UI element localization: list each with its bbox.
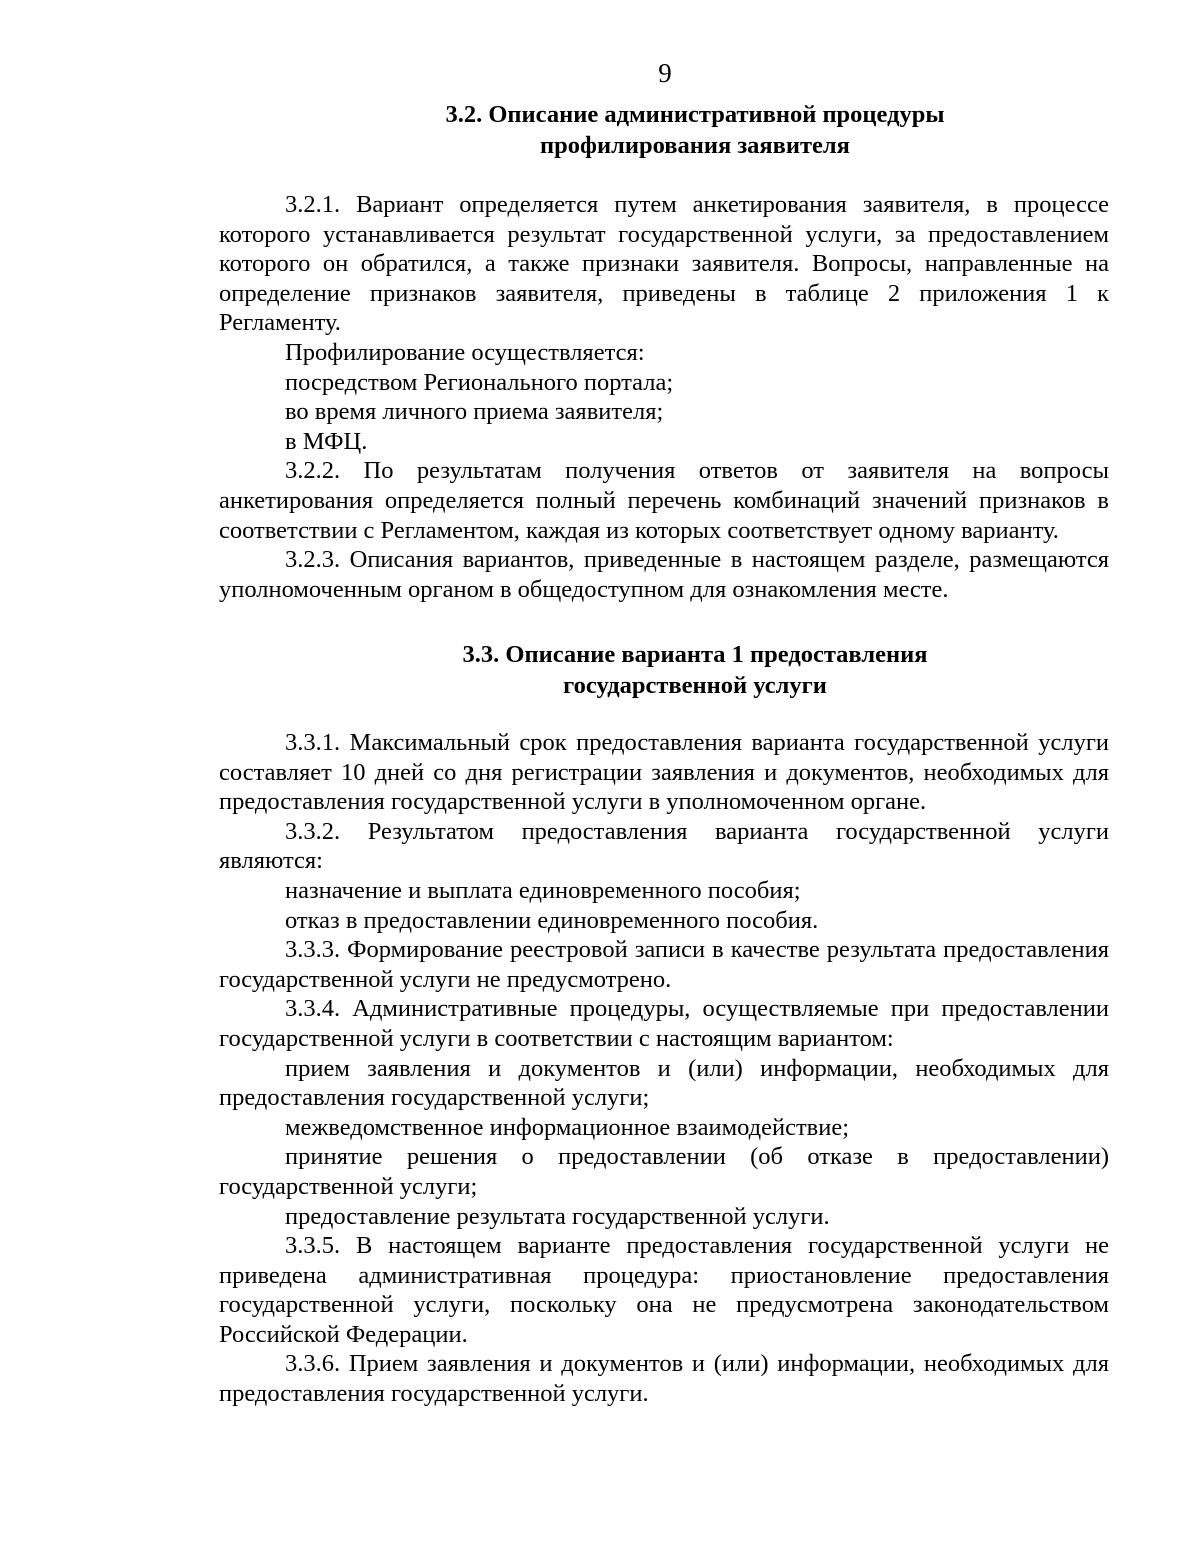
paragraph-3-3-5: 3.3.5. В настоящем варианте предоставления государственной услуги не приведена административная процедура: приостановление предоставления государственной услуги, поскольку она не предусмотрена законодательством Российской Федерации.	[219, 1232, 1109, 1348]
section-3-3-heading-line-1: 3.3. Описание варианта 1 предоставления	[462, 641, 928, 668]
list-item-decision: принятие решения о предоставлении (об отказе в предоставлении) государственной услуги;	[219, 1143, 1109, 1200]
section-3-3-heading	[0, 639, 1200, 701]
list-item-regional-portal: посредством Регионального портала;	[285, 368, 674, 396]
page-number: 9	[658, 58, 672, 88]
list-item-assignment-payment: назначение и выплата единовременного пособия;	[285, 876, 801, 904]
list-item-refusal: отказ в предоставлении единовременного пособия.	[285, 906, 819, 934]
list-item-interagency: межведомственное информационное взаимодействие;	[285, 1113, 850, 1141]
paragraph-3-3-3: 3.3.3. Формирование реестровой записи в качестве результата предоставления государственной услуги не предусмотрено.	[219, 936, 1109, 993]
paragraph-3-2-3: 3.2.3. Описания вариантов, приведенные в настоящем разделе, размещаются уполномоченным органом в общедоступном для ознакомления месте.	[219, 546, 1109, 603]
paragraph-3-2-2: 3.2.2. По результатам получения ответов от заявителя на вопросы анкетирования определяется полный перечень комбинаций значений признаков в соответствии с Регламентом, каждая из которых соответствует одному варианту.	[219, 457, 1109, 544]
list-item-result-delivery: предоставление результата государственной услуги.	[285, 1202, 830, 1230]
section-3-2-heading	[0, 99, 1200, 161]
paragraph-profiling-intro: Профилирование осуществляется:	[285, 338, 645, 366]
section-3-2-body	[219, 190, 1109, 604]
list-item-mfc: в МФЦ.	[285, 427, 368, 455]
paragraph-3-3-4: 3.3.4. Административные процедуры, осуществляемые при предоставлении государственной услуги в соответствии с настоящим вариантом:	[219, 995, 1109, 1052]
section-3-3-heading-line-2: государственной услуги	[563, 672, 827, 699]
paragraph-3-3-6: 3.3.6. Прием заявления и документов и (или) информации, необходимых для предоставления государственной услуги.	[219, 1350, 1109, 1408]
paragraph-3-2-1: 3.2.1. Вариант определяется путем анкетирования заявителя, в процессе которого устанавливается результат государственной услуги, за предоставлением которого он обратился, а также признаки заявителя. Вопросы, направленные на определение признаков заявителя, приведены в таблице 2 приложения 1 к Регламенту.	[219, 191, 1109, 337]
list-item-personal-reception: во время личного приема заявителя;	[285, 398, 664, 426]
paragraph-3-3-2: 3.3.2. Результатом предоставления варианта государственной услуги являются:	[219, 817, 1109, 875]
list-item-reception-documents: прием заявления и документов и (или) информации, необходимых для предоставления государственной услуги;	[219, 1054, 1109, 1112]
section-3-2-heading-line-2: профилирования заявителя	[540, 132, 850, 159]
section-3-3-body	[219, 728, 1109, 1409]
section-3-2-heading-line-1: 3.2. Описание административной процедуры	[445, 101, 945, 128]
paragraph-3-3-1: 3.3.1. Максимальный срок предоставления варианта государственной услуги составляет 10 дней со дня регистрации заявления и документов, необходимых для предоставления государственной услуги в уполномоченном органе.	[219, 729, 1109, 816]
